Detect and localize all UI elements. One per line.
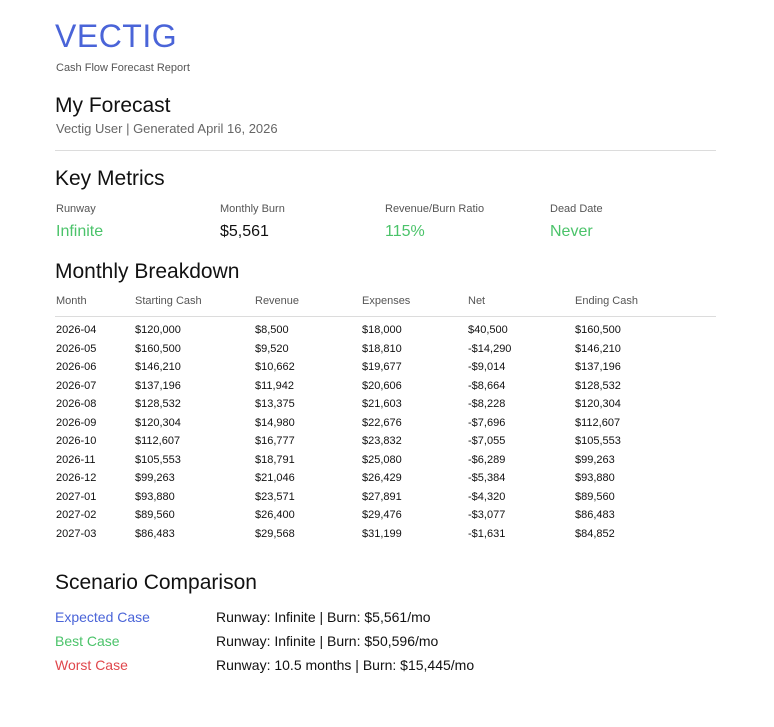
table-cell: 2027-03 [56, 527, 97, 540]
table-cell: $105,553 [135, 453, 181, 466]
header-divider [55, 150, 716, 151]
table-cell: $16,777 [255, 435, 295, 447]
metric-value: 115% [385, 223, 425, 240]
scenario-name: Best Case [55, 633, 120, 649]
table-cell: $112,607 [575, 416, 621, 429]
table-cell: -$3,077 [468, 509, 506, 521]
table-row [55, 433, 716, 452]
column-header-revenue: Revenue [255, 295, 300, 307]
table-cell: $26,400 [255, 509, 295, 521]
metric-dead-date [550, 203, 603, 242]
table-cell: $99,263 [135, 472, 175, 484]
table-cell: $105,553 [575, 435, 621, 447]
scenario-name: Worst Case [55, 657, 128, 673]
table-cell: $40,500 [468, 324, 508, 336]
table-cell: -$9,014 [468, 361, 506, 373]
key-metrics-heading: Key Metrics [55, 167, 165, 190]
table-cell: $13,375 [255, 398, 295, 410]
report-type: Cash Flow Forecast Report [56, 62, 190, 74]
table-cell: $20,606 [362, 379, 402, 392]
table-cell: -$8,228 [468, 398, 506, 410]
table-cell: $112,607 [135, 435, 181, 447]
monthly-breakdown-heading: Monthly Breakdown [55, 260, 240, 283]
table-cell: $23,832 [362, 435, 402, 447]
table-cell: -$6,289 [468, 453, 506, 466]
table-cell: $84,852 [575, 527, 615, 540]
table-row [55, 341, 716, 360]
report-meta: Vectig User | Generated April 16, 2026 [56, 121, 278, 136]
table-cell: 2027-01 [56, 490, 97, 503]
metric-label: Revenue/Burn Ratio [385, 203, 485, 215]
table-cell: $89,560 [575, 490, 615, 503]
metric-revenue-burn-ratio [385, 203, 484, 242]
table-cell: $86,483 [575, 509, 615, 521]
scenario-detail: Runway: 10.5 months | Burn: $15,445/mo [216, 657, 475, 673]
scenario-detail: Runway: Infinite | Burn: $5,561/mo [216, 609, 431, 625]
table-cell: $27,891 [362, 490, 402, 503]
table-cell: 2026-09 [56, 416, 97, 429]
table-cell: $29,476 [362, 509, 402, 521]
table-cell: $23,571 [255, 490, 295, 503]
column-header-net: Net [468, 295, 486, 307]
scenario-worst [55, 657, 716, 677]
table-cell: $21,603 [362, 398, 402, 410]
table-cell: $120,000 [135, 324, 181, 336]
metric-label: Runway [56, 203, 96, 215]
column-header-month: Month [56, 295, 87, 307]
scenario-name: Expected Case [55, 609, 150, 625]
table-cell: $14,980 [255, 416, 295, 429]
metric-label: Dead Date [550, 203, 603, 215]
table-cell: $21,046 [255, 472, 295, 484]
metric-value: $5,561 [220, 223, 269, 240]
table-cell: $160,500 [575, 324, 621, 336]
monthly-breakdown-table [55, 292, 716, 544]
table-row [55, 470, 716, 489]
table-cell: -$7,055 [468, 435, 506, 447]
table-cell: $22,676 [362, 416, 402, 429]
table-cell: $93,880 [135, 490, 175, 503]
metric-monthly-burn [220, 203, 285, 242]
table-cell: 2026-07 [56, 379, 97, 392]
scenario-expected [55, 609, 716, 629]
table-cell: $26,429 [362, 472, 402, 484]
metric-runway [56, 203, 103, 242]
table-cell: $93,880 [575, 472, 615, 484]
table-cell: $18,810 [362, 342, 402, 355]
table-cell: $99,263 [575, 453, 615, 466]
table-cell: 2026-04 [56, 324, 97, 336]
table-cell: -$5,384 [468, 472, 506, 484]
table-body [55, 322, 716, 544]
table-cell: $8,500 [255, 324, 289, 336]
table-cell: $19,677 [362, 361, 402, 373]
table-row [55, 378, 716, 397]
metric-label: Monthly Burn [220, 203, 285, 215]
table-row [55, 507, 716, 526]
table-row [55, 322, 716, 341]
table-cell: $128,532 [575, 379, 621, 392]
table-cell: $9,520 [255, 342, 289, 355]
table-header [55, 292, 716, 317]
column-header-ending-cash: Ending Cash [575, 295, 638, 307]
column-header-expenses: Expenses [362, 295, 411, 307]
table-cell: $10,662 [255, 361, 295, 373]
table-cell: $86,483 [135, 527, 175, 540]
table-cell: $120,304 [575, 398, 621, 410]
table-cell: $29,568 [255, 527, 295, 540]
table-row [55, 396, 716, 415]
table-cell: -$4,320 [468, 490, 506, 503]
page-title: My Forecast [55, 94, 171, 117]
table-cell: -$14,290 [468, 342, 512, 355]
table-cell: -$1,631 [468, 527, 506, 540]
table-cell: $11,942 [255, 379, 294, 392]
table-cell: $128,532 [135, 398, 181, 410]
table-cell: 2026-10 [56, 435, 97, 447]
table-row [55, 489, 716, 508]
table-cell: 2026-08 [56, 398, 97, 410]
table-cell: 2026-06 [56, 361, 97, 373]
table-cell: $160,500 [135, 342, 181, 355]
scenario-comparison-heading: Scenario Comparison [55, 571, 257, 594]
table-cell: $18,000 [362, 324, 402, 336]
table-cell: $137,196 [135, 379, 181, 392]
table-row [55, 526, 716, 545]
table-cell: $89,560 [135, 509, 175, 521]
table-cell: -$8,664 [468, 379, 506, 392]
table-cell: 2026-05 [56, 342, 97, 355]
table-cell: $120,304 [135, 416, 181, 429]
brand-logo: VECTIG [55, 18, 178, 54]
table-cell: 2027-02 [56, 509, 97, 521]
column-header-starting-cash: Starting Cash [135, 295, 202, 307]
metric-value: Never [550, 223, 593, 240]
table-cell: $146,210 [135, 361, 181, 373]
table-row [55, 359, 716, 378]
table-cell: $31,199 [362, 527, 402, 540]
scenario-detail: Runway: Infinite | Burn: $50,596/mo [216, 633, 439, 649]
table-cell: $137,196 [575, 361, 621, 373]
table-cell: $146,210 [575, 342, 621, 355]
table-cell: $25,080 [362, 453, 402, 466]
table-row [55, 415, 716, 434]
table-row [55, 452, 716, 471]
table-cell: -$7,696 [468, 416, 506, 429]
metric-value: Infinite [56, 223, 104, 240]
table-cell: $18,791 [255, 453, 295, 466]
table-cell: 2026-12 [56, 472, 97, 484]
table-cell: 2026-11 [56, 453, 96, 466]
scenario-best [55, 633, 716, 653]
